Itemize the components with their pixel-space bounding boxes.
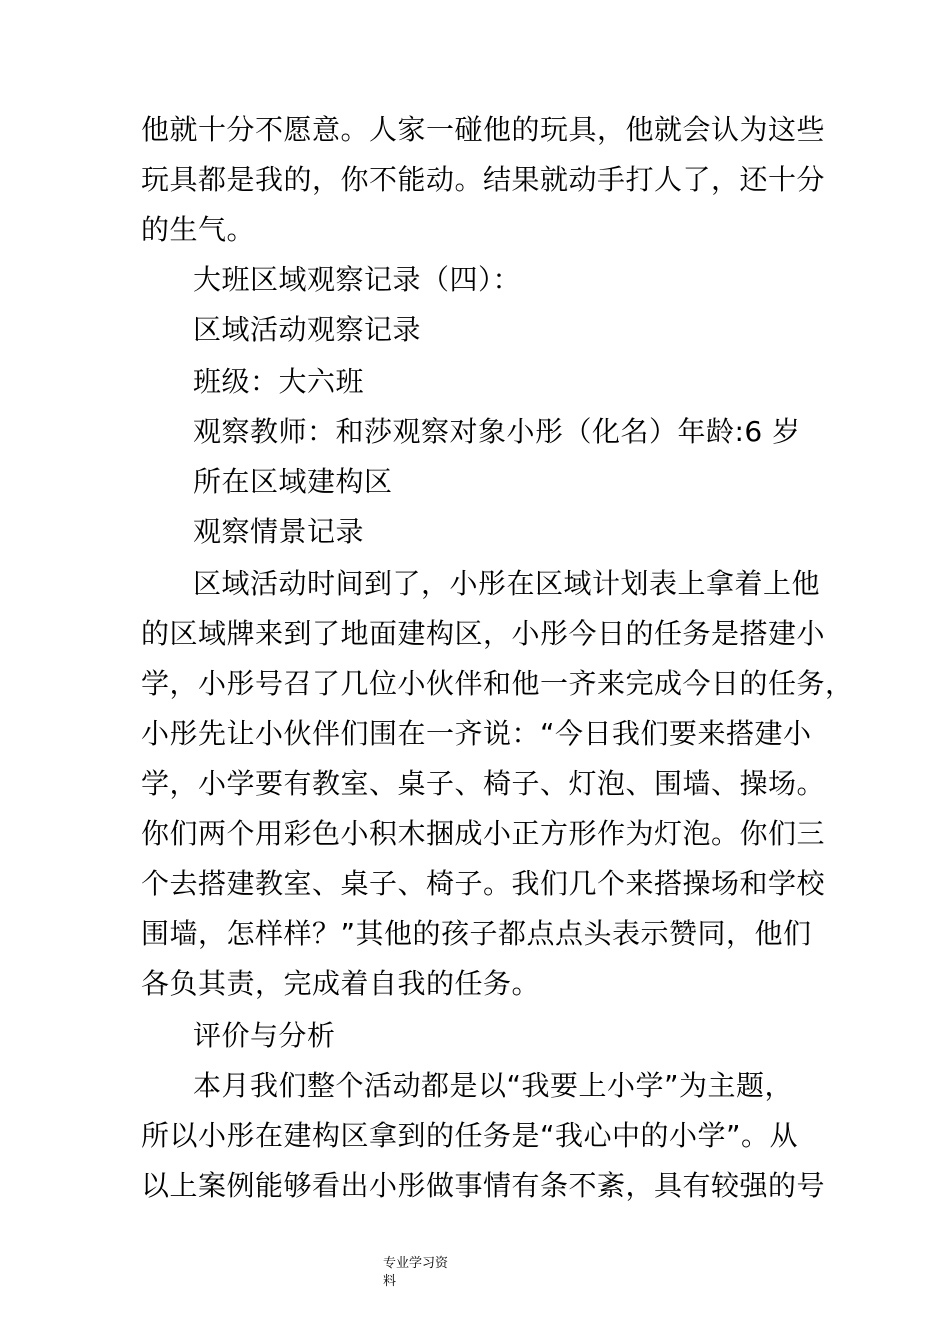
text-line: 所以小彤在建构区拿到的任务是“我心中的小学”。从 (141, 1119, 799, 1152)
section-heading: 大班区域观察记录（四）： (193, 263, 522, 296)
text-line: 的区域牌来到了地面建构区，小彤今日的任务是搭建小 (141, 617, 826, 650)
text-line: 小彤先让小伙伴们围在一齐说：“今日我们要来搭建小 (141, 717, 812, 750)
text-line: 学，小学要有教室、桌子、椅子、灯泡、围墙、操场。 (141, 767, 826, 800)
record-title: 区域活动观察记录 (193, 313, 422, 346)
analysis-heading: 评价与分析 (193, 1019, 336, 1052)
text-line: 他就十分不愿意。人家一碰他的玩具，他就会认为这些 (141, 113, 826, 146)
teacher-info: 观察教师：和莎观察对象小彤（化名）年龄:6 岁 (193, 415, 801, 448)
text-line: 以上案例能够看出小彤做事情有条不紊，具有较强的号 (141, 1169, 826, 1202)
area-info: 所在区域建构区 (193, 465, 393, 498)
text-line: 各负其责，完成着自我的任务。 (141, 967, 541, 1000)
class-info: 班级：大六班 (193, 365, 365, 398)
text-line: 区域活动时间到了，小彤在区域计划表上拿着上他 (193, 567, 821, 600)
text-line: 的生气。 (141, 213, 256, 246)
footer-text: 料 (383, 1274, 397, 1289)
text-line: 个去搭建教室、桌子、椅子。我们几个来搭操场和学校 (141, 867, 826, 900)
text-line: 玩具都是我的，你不能动。结果就动手打人了，还十分 (141, 163, 826, 196)
text-line: 你们两个用彩色小积木捆成小正方形作为灯泡。你们三 (141, 817, 826, 850)
text-line: 围墙，怎样样？”其他的孩子都点点头表示赞同，他们 (141, 917, 812, 950)
observation-heading: 观察情景记录 (193, 515, 365, 548)
text-line: 本月我们整个活动都是以“我要上小学”为主题， (193, 1069, 794, 1102)
text-line: 学，小彤号召了几位小伙伴和他一齐来完成今日的任务， (141, 667, 854, 700)
footer-text: 专业学习资 (383, 1256, 449, 1271)
